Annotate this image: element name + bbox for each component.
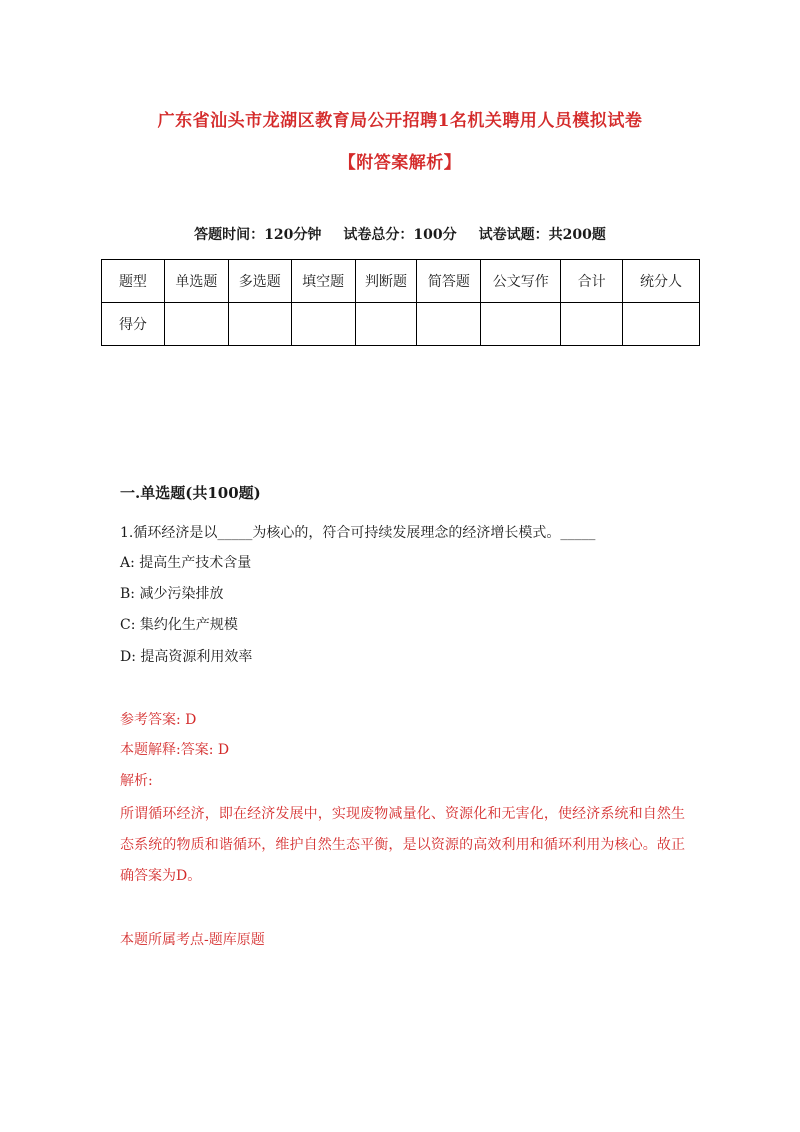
reference-answer: 参考答案: D [120, 712, 197, 728]
score-cell [623, 303, 700, 346]
score-cell [164, 303, 228, 346]
header-cell-true-false: 判断题 [355, 260, 417, 303]
analysis-label: 解析: [120, 773, 153, 789]
option-c: C: 集约化生产规模 [120, 617, 238, 633]
score-row-label: 得分 [102, 303, 165, 346]
header-cell-multiple-choice: 多选题 [228, 260, 291, 303]
document-subtitle: 【附答案解析】 [338, 153, 462, 173]
score-cell [228, 303, 291, 346]
header-cell-total: 合计 [561, 260, 623, 303]
exam-info [0, 224, 800, 244]
header-cell-official-writing: 公文写作 [481, 260, 561, 303]
exam-total-score: 试卷总分：100分 [343, 227, 457, 243]
answer-explanation: 本题解释:答案: D [120, 742, 230, 758]
score-cell [355, 303, 417, 346]
option-d: D: 提高资源利用效率 [120, 649, 253, 665]
option-b: B: 减少污染排放 [120, 586, 224, 602]
analysis-body: 所谓循环经济，即在经济发展中，实现废物减量化、资源化和无害化，使经济系统和自然生态系统的物质和谐循环，维护自然生态平衡，是以资源的高效利用和循环利用为核心。故正确答案为D。 [120, 806, 685, 884]
knowledge-point: 本题所属考点-题库原题 [120, 932, 265, 948]
score-cell [561, 303, 623, 346]
exam-time: 答题时间：120分钟 [194, 227, 322, 243]
score-cell [417, 303, 481, 346]
section-title: 一.单选题(共100题) [120, 484, 261, 502]
header-cell-fill-blank: 填空题 [291, 260, 355, 303]
option-a: A: 提高生产技术含量 [120, 555, 252, 571]
score-cell [291, 303, 355, 346]
header-cell-scorer: 统分人 [623, 260, 700, 303]
score-table [101, 259, 700, 346]
document-title: 广东省汕头市龙湖区教育局公开招聘1名机关聘用人员模拟试卷 [157, 111, 643, 131]
header-cell-type: 题型 [102, 260, 165, 303]
header-cell-single-choice: 单选题 [164, 260, 228, 303]
score-cell [481, 303, 561, 346]
question-stem: 1.循环经济是以_____为核心的，符合可持续发展理念的经济增长模式。_____ [120, 525, 596, 541]
score-table-score-row [102, 303, 700, 346]
score-table-header-row [102, 260, 700, 303]
header-cell-short-answer: 简答题 [417, 260, 481, 303]
exam-question-count: 试卷试题：共200题 [478, 227, 606, 243]
